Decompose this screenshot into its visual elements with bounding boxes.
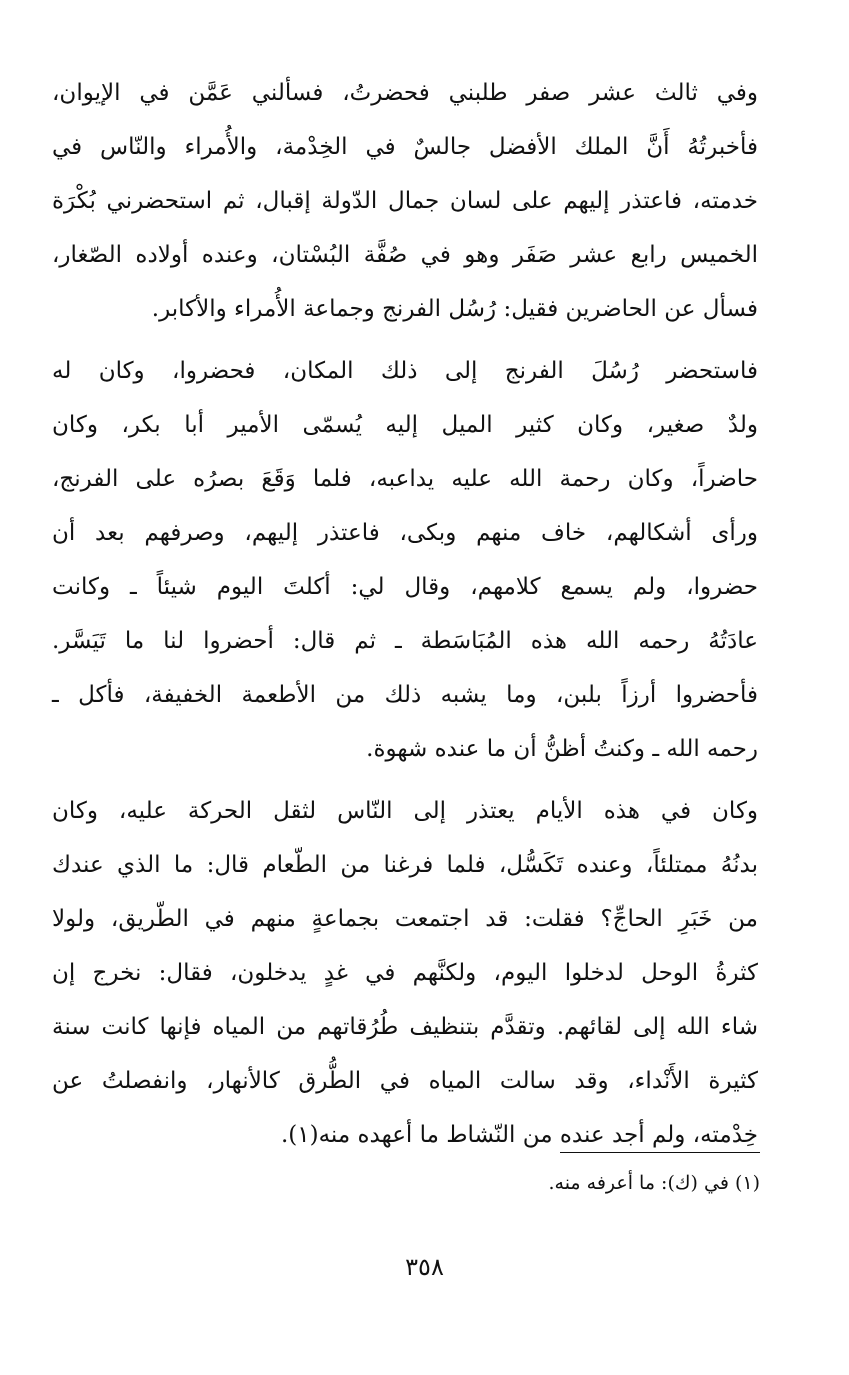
text-line: خدمته، فاعتذر إليهم على لسان جمال الدّولة إقبال، ثم استحضرني بُكْرَة xyxy=(52,188,758,214)
text-line: حضروا، ولم يسمع كلامهم، وقال لي: أكلتَ اليوم شيئاً ـ وكانت xyxy=(52,574,758,600)
paragraph-2 xyxy=(52,344,758,776)
text-line: عادَتُهُ رحمه الله هذه المُبَاسَطة ـ ثم قال: أحضروا لنا ما تَيَسَّر. xyxy=(52,628,758,654)
text-line: وكان في هذه الأيام يعتذر إلى النّاس لثقل الحركة عليه، وكان xyxy=(52,798,758,824)
text-line: كثرةُ الوحل لدخلوا اليوم، ولكنَّهم في غدٍ يدخلون، فقال: نخرج إن xyxy=(52,960,758,986)
text-line: حاضراً، وكان رحمة الله عليه يداعبه، فلما وَقَعَ بصرُه على الفرنج، xyxy=(52,466,758,492)
text-line: ورأى أشكالهم، خاف منهم وبكى، فاعتذر إليهم، وصرفهم بعد أن xyxy=(52,520,758,546)
text-line: فاستحضر رُسُلَ الفرنج إلى ذلك المكان، فحضروا، وكان له xyxy=(52,358,758,384)
text-line: الخميس رابع عشر صَفَر وهو في صُفَّة البُسْتان، وعنده أولاده الصّغار، xyxy=(52,242,758,268)
text-line: شاء الله إلى لقائهم. وتقدَّم بتنظيف طُرُقاتهم من المياه فإنها كانت سنة xyxy=(52,1014,758,1040)
main-text xyxy=(52,66,758,1162)
text-line: فأخبرتُهُ أَنَّ الملك الأفضل جالسٌ في الخِدْمة، والأُمراء والنّاس في xyxy=(52,134,758,160)
paragraph-3 xyxy=(52,784,758,1162)
text-line: بدنُهُ ممتلئاً، وعنده تَكَسُّل، فلما فرغنا من الطّعام قال: ما الذي عندك xyxy=(52,852,758,878)
text-line: رحمه الله ـ وكنتُ أظنُّ أن ما عنده شهوة. xyxy=(366,736,758,762)
footnote: (١) في (ك): ما أعرفه منه. xyxy=(548,1172,760,1194)
text-line: ولدٌ صغير، وكان كثير الميل إليه يُسمّى الأمير أبا بكر، وكان xyxy=(52,412,758,438)
paragraph-1 xyxy=(52,66,758,336)
text-line: خِدْمته، ولم أجد عنده من النّشاط ما أعهده منه(١). xyxy=(280,1122,758,1148)
text-line: فسأل عن الحاضرين فقيل: رُسُل الفرنج وجماعة الأُمراء والأكابر. xyxy=(151,296,758,322)
footnote-separator xyxy=(560,1152,760,1153)
text-line: وفي ثالث عشر صفر طلبني فحضرتُ، فسألني عَمَّن في الإيوان، xyxy=(52,80,758,106)
text-line: من خَبَرِ الحاجِّ؟ فقلت: قد اجتمعت بجماعةٍ منهم في الطّريق، ولولا xyxy=(52,906,758,932)
text-line: فأحضروا أرزاً بلبن، وما يشبه ذلك من الأطعمة الخفيفة، فأكل ـ xyxy=(52,682,758,708)
text-line: كثيرة الأَنْداء، وقد سالت المياه في الطُّرق كالأنهار، وانفصلتُ عن xyxy=(52,1068,758,1094)
page-number: ٣٥٨ xyxy=(405,1253,444,1281)
